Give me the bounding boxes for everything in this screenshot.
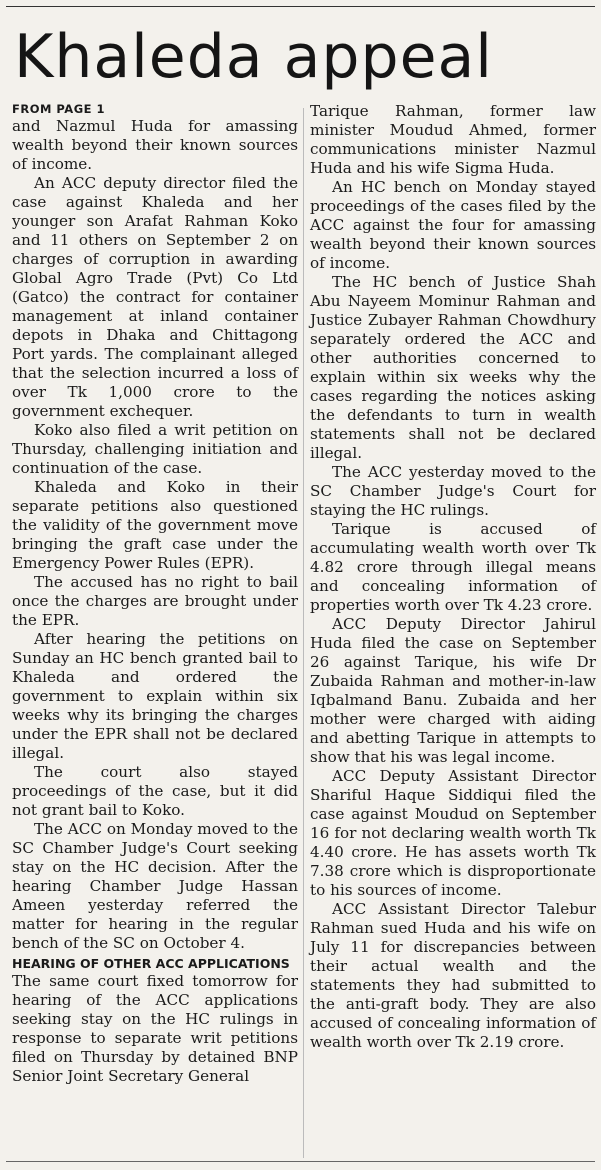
left-column — [12, 102, 298, 1086]
paragraph: An ACC deputy director filed the case against Khaleda and her younger son Arafat Rahman Koko and 11 others on September 2 on charges of corruption in awarding Global Agro Trade (Pvt) Co Ltd (Gatco) the contract for container management at inland container depots in Dhaka and Chittagong Port yards. The complainant alleged that the selection incurred a loss of over Tk 1,000 crore to the government exchequer. — [12, 174, 298, 420]
right-column — [310, 102, 596, 1052]
paragraph: ACC Deputy Director Jahirul Huda filed the case on September 26 against Tarique, his wife Dr Zubaida Rahman and mother-in-law Iqbalmand Banu. Zubaida and her mother were charged with aiding and abetting Tarique in attempts to show that his was legal income. — [310, 615, 596, 766]
paragraph: The same court fixed tomorrow for hearing of the ACC applications seeking stay on the HC rulings in response to separate writ petitions filed on Thursday by detained BNP Senior Joint Secretary General — [12, 972, 298, 1085]
paragraph: An HC bench on Monday stayed proceedings of the cases filed by the ACC against the four for amassing wealth beyond their known sources of income. — [310, 178, 596, 272]
paragraph: Koko also filed a writ petition on Thursday, challenging initiation and continuation of the case. — [12, 421, 298, 477]
paragraph: Tarique is accused of accumulating wealth worth over Tk 4.82 crore through illegal means and concealing information of properties worth over Tk 4.23 crore. — [310, 520, 596, 614]
paragraph: The court also stayed proceedings of the case, but it did not grant bail to Koko. — [12, 763, 298, 819]
top-rule — [6, 6, 595, 7]
paragraph: The accused has no right to bail once the charges are brought under the EPR. — [12, 573, 298, 629]
headline: Khaleda appeal — [14, 22, 493, 92]
paragraph: ACC Assistant Director Talebur Rahman sued Huda and his wife on July 11 for discrepancies between their actual wealth and the statements they had submitted to the anti-graft body. They are also accused of concealing information of wealth worth over Tk 2.19 crore. — [310, 900, 596, 1051]
column-divider — [303, 108, 304, 1158]
kicker: FROM PAGE 1 — [12, 102, 106, 116]
paragraph: After hearing the petitions on Sunday an HC bench granted bail to Khaleda and ordered the government to explain within six weeks why its bringing the charges under the EPR shall not be declared illegal. — [12, 630, 298, 762]
paragraph: and Nazmul Huda for amassing wealth beyond their known sources of income. — [12, 117, 298, 173]
paragraph: ACC Deputy Assistant Director Shariful Haque Siddiqui filed the case against Moudud on September 16 for not declaring wealth worth Tk 4.40 crore. He has assets worth Tk 7.38 crore which is disproportionate to his sources of income. — [310, 767, 596, 899]
paragraph: The HC bench of Justice Shah Abu Nayeem Mominur Rahman and Justice Zubayer Rahman Chowdhury separately ordered the ACC and other authorities concerned to explain within six weeks why the cases regarding the notices asking the defendants to turn in wealth statements shall not be declared illegal. — [310, 273, 596, 462]
paragraph: The ACC on Monday moved to the SC Chamber Judge's Court seeking stay on the HC decision. After the hearing Chamber Judge Hassan Ameen yesterday referred the matter for hearing in the regular bench of the SC on October 4. — [12, 820, 298, 952]
bottom-rule — [6, 1161, 595, 1162]
paragraph: Khaleda and Koko in their separate petitions also questioned the validity of the government move bringing the graft case under the Emergency Power Rules (EPR). — [12, 478, 298, 572]
subhead: HEARING OF OTHER ACC APPLICATIONS — [12, 956, 290, 971]
paragraph: The ACC yesterday moved to the SC Chamber Judge's Court for staying the HC rulings. — [310, 463, 596, 519]
paragraph: Tarique Rahman, former law minister Moudud Ahmed, former communications minister Nazmul Huda and his wife Sigma Huda. — [310, 102, 596, 177]
